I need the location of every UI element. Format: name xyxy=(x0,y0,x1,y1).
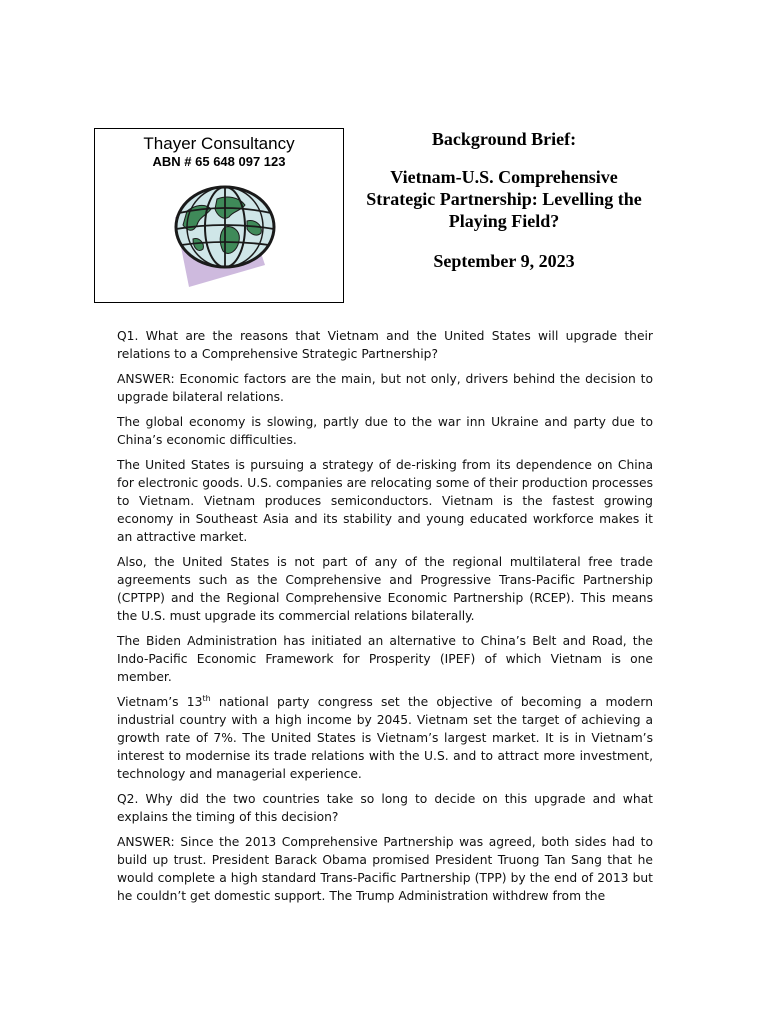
title-block xyxy=(356,128,652,272)
answer-1-paragraph-3: The United States is pursuing a strategy of de-risking from its dependence on China for electronic goods. U.S. companies are relocating some of their production processes to Vietnam. Vietnam produces semiconductors. Vietnam is the fastest growing economy in Southeast Asia and its stability and young educated workforce makes it an attractive market. xyxy=(117,458,653,544)
brief-label: Background Brief: xyxy=(431,129,577,149)
abn-number: ABN # 65 648 097 123 xyxy=(152,154,286,169)
ordinal-superscript: th xyxy=(202,694,211,703)
answer-1-paragraph-5: The Biden Administration has initiated an alternative to China’s Belt and Road, the Indo-Pacific Economic Framework for Prosperity (IPEF) of which Vietnam is one member. xyxy=(117,634,653,684)
letterhead-logo-box xyxy=(94,128,344,303)
document-headline: Vietnam-U.S. Comprehensive Strategic Partnership: Levelling the Playing Field? xyxy=(366,167,642,231)
document-date: September 9, 2023 xyxy=(433,251,575,271)
answer-1-paragraph-4: Also, the United States is not part of any of the regional multilateral free trade agreements such as the Comprehensive and Progressive Trans-Pacific Partnership (CPTPP) and the Regional Comprehensive Economic Partnership (RCEP). This means the U.S. must upgrade its commercial relations bilaterally. xyxy=(117,555,653,623)
question-2: Q2. Why did the two countries take so long to decide on this upgrade and what explains the timing of this decision? xyxy=(117,792,653,824)
answer-1-paragraph-1: ANSWER: Economic factors are the main, but not only, drivers behind the decision to upgrade bilateral relations. xyxy=(117,372,653,404)
answer-2-paragraph-1: ANSWER: Since the 2013 Comprehensive Partnership was agreed, both sides had to build up trust. President Barack Obama promised President Truong Tan Sang that he would complete a high standard Trans-Pacific Partnership (TPP) by the end of 2013 but he couldn’t get domestic support. The Trump Administration withdrew from the xyxy=(117,835,653,903)
question-1: Q1. What are the reasons that Vietnam and the United States will upgrade their relations to a Comprehensive Strategic Partnership? xyxy=(117,329,653,361)
answer-1-paragraph-2: The global economy is slowing, partly due to the war inn Ukraine and party due to China’s economic difficulties. xyxy=(117,415,653,447)
company-name: Thayer Consultancy xyxy=(143,134,295,153)
paragraph-6-rest: national party congress set the objective of becoming a modern industrial country with a high income by 2045. Vietnam set the target of achieving a growth rate of 7%. The United States is Vietnam’s largest market. It is in Vietnam’s interest to modernise its trade relations with the U.S. and to attract more investment, technology and managerial experience. xyxy=(117,695,654,781)
globe-icon xyxy=(167,181,285,293)
document-body xyxy=(117,327,653,912)
answer-1-paragraph-6 xyxy=(117,693,653,783)
paragraph-6-start: Vietnam’s 13 xyxy=(117,695,203,709)
